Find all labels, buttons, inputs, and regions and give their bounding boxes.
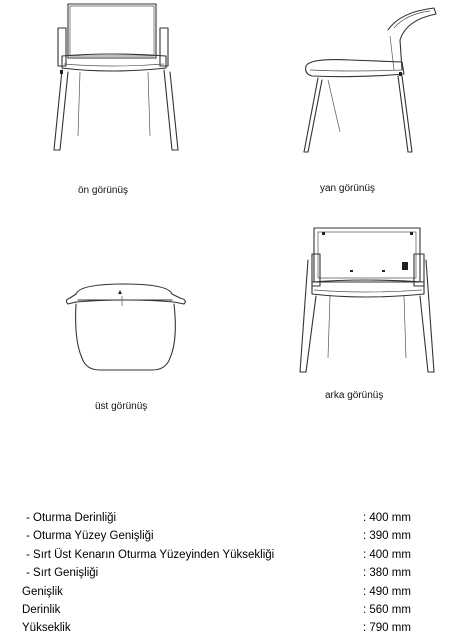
front-view-drawing — [40, 0, 200, 160]
spec-row-backrest-width — [22, 564, 422, 582]
spec-value: : 560 mm — [363, 603, 411, 616]
spec-label: - Oturma Derinliği — [26, 512, 117, 524]
spec-value: : 490 mm — [363, 585, 411, 598]
spec-value: : 380 mm — [363, 567, 411, 580]
back-view-drawing — [294, 224, 444, 384]
spec-row-depth — [22, 601, 422, 619]
spec-label: Derinlik — [22, 603, 61, 616]
spec-value: : 400 mm — [363, 512, 411, 524]
side-view-drawing — [290, 0, 450, 160]
specifications-list — [22, 509, 422, 638]
top-view-caption: üst görünüş — [95, 401, 148, 412]
spec-row-seat-depth — [22, 509, 422, 527]
spec-value: : 790 mm — [363, 622, 411, 635]
spec-label: - Sırt Üst Kenarın Oturma Yüzeyinden Yüksekliği — [26, 548, 275, 561]
spec-value: : 390 mm — [363, 530, 411, 543]
side-view-caption: yan görünüş — [320, 183, 376, 194]
back-view-caption: arka görünüş — [325, 390, 384, 401]
spec-value: : 400 mm — [363, 548, 411, 561]
spec-label: Yükseklik — [22, 622, 71, 635]
front-view-caption: ön görünüş — [78, 185, 129, 196]
spec-row-seat-width — [22, 527, 422, 545]
spec-row-height — [22, 619, 422, 637]
spec-row-backrest-height — [22, 546, 422, 564]
spec-label: - Sırt Genişliği — [26, 567, 99, 580]
spec-label: - Oturma Yüzey Genişliği — [26, 530, 154, 543]
spec-label: Genişlik — [22, 585, 63, 598]
top-view-drawing — [60, 280, 200, 390]
spec-row-width — [22, 583, 422, 601]
